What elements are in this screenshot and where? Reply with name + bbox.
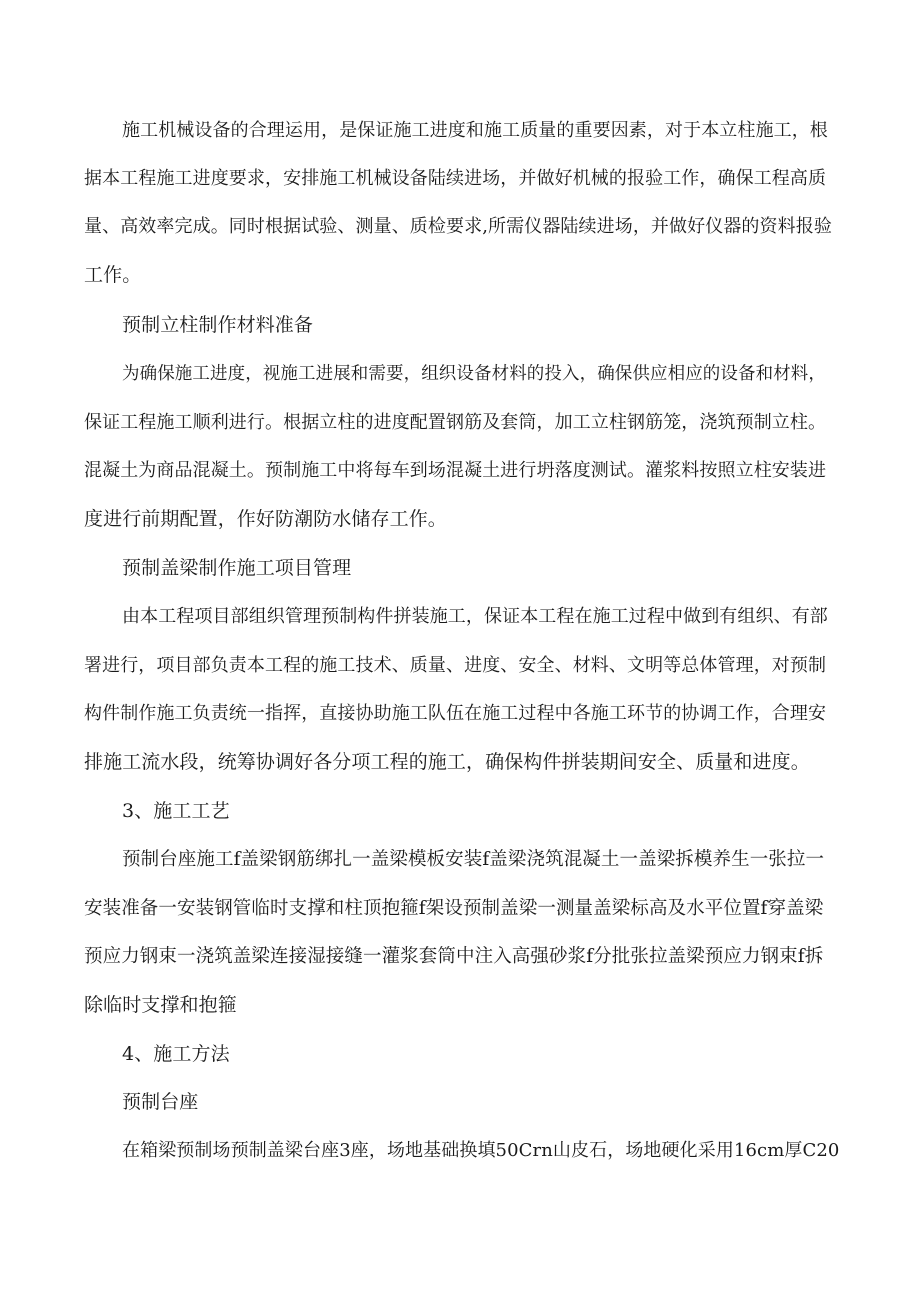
paragraph-3-line-1: 由本工程项目部组织管理预制构件拼装施工，保证本工程在施工过程中做到有组织、有部 bbox=[122, 606, 828, 627]
section-heading-column-materials: 预制立柱制作材料准备 bbox=[122, 314, 314, 336]
paragraph-1-line-4: 工作。 bbox=[84, 264, 142, 286]
section-heading-precast-pedestal: 预制台座 bbox=[122, 1091, 199, 1113]
paragraph-3-line-2: 署进行，项目部负责本工程的施工技术、质量、进度、安全、材料、文明等总体管理，对预制 bbox=[84, 655, 827, 676]
paragraph-5-line-1: 在箱梁预制场预制盖梁台座3座，场地基础换填50Crn山皮石，场地硬化采用16cm厚C20 bbox=[122, 1140, 840, 1161]
section-heading-construction-process: 3、施工工艺 bbox=[122, 800, 230, 822]
section-heading-construction-method: 4、施工方法 bbox=[122, 1043, 230, 1065]
paragraph-1-line-2: 据本工程施工进度要求，安排施工机械设备陆续进场，并做好机械的报验工作，确保工程高质 bbox=[84, 168, 827, 189]
paragraph-2-line-4: 度进行前期配置，作好防潮防水储存工作。 bbox=[84, 508, 447, 530]
paragraph-4-line-3: 预应力钢束一浇筑盖梁连接湿接缝一灌浆套筒中注入高强砂浆f分批张拉盖梁预应力钢束f拆 bbox=[84, 946, 824, 967]
paragraph-2-line-1: 为确保施工进度，视施工进展和需要，组织设备材料的投入，确保供应相应的设备和材料， bbox=[122, 364, 826, 384]
paragraph-3-line-4: 排施工流水段，统筹协调好各分项工程的施工，确保构件拼装期间安全、质量和进度。 bbox=[84, 751, 810, 773]
paragraph-4-line-2: 安装准备一安装钢管临时支撑和柱顶抱箍f架设预制盖梁一测量盖梁标高及水平位置f穿盖梁 bbox=[84, 898, 824, 919]
paragraph-4-line-1: 预制台座施工f盖梁钢筋绑扎一盖梁模板安装f盖梁浇筑混凝土一盖梁拆模养生一张拉一 bbox=[122, 849, 825, 870]
paragraph-1-line-1: 施工机械设备的合理运用，是保证施工进度和施工质量的重要因素，对于本立柱施工，根 bbox=[122, 120, 828, 141]
paragraph-4-line-4: 除临时支撑和抱箍 bbox=[84, 994, 237, 1016]
paragraph-3-line-3: 构件制作施工负责统一指挥，直接协助施工队伍在施工过程中各施工环节的协调工作，合理安 bbox=[84, 703, 827, 724]
paragraph-2-line-3: 混凝土为商品混凝土。预制施工中将每车到场混凝土进行坍落度测试。灌浆料按照立柱安装进 bbox=[84, 460, 827, 481]
section-heading-capbeam-management: 预制盖梁制作施工项目管理 bbox=[122, 557, 352, 579]
paragraph-2-line-2: 保证工程施工顺利进行。根据立柱的进度配置钢筋及套筒，加工立柱钢筋笼，浇筑预制立柱。 bbox=[84, 412, 827, 433]
paragraph-1-line-3: 量、高效率完成。同时根据试验、测量、质检要求,所需仪器陆续进场，并做好仪器的资料报验 bbox=[84, 216, 832, 237]
